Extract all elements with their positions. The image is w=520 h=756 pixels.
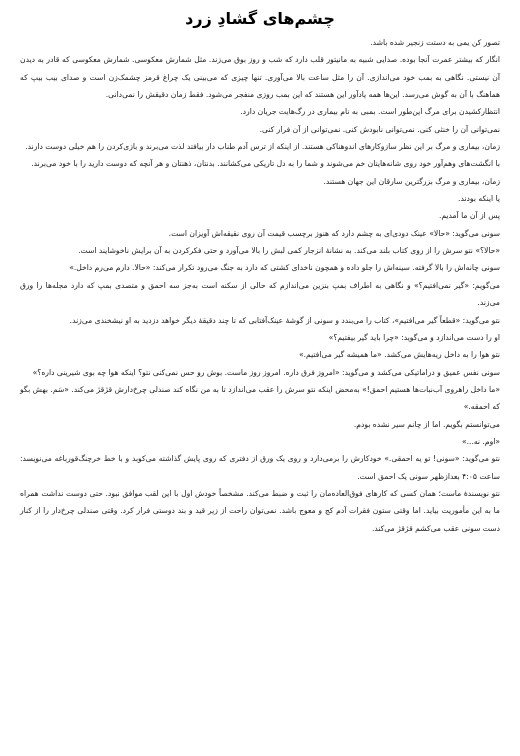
paragraph: نتو نویسندهٔ ماست؛ همان کسی که کارهای فوق‌العاده‌مان را ثبت و ضبط می‌کند. مشخصاً خودش اول با این لقب موافق نبود. حتی دوست نداشت همراه ما به این مأموریت بیاید. اما وقتی ستون فقرات آدم کج و معوج باشد. نمی‌توان راحت از زیر قید و بند دوستی فرار کرد. وقتی صندلی چرخ‌دار را از کنار دست سونی عقب می‌کشم قژقژ می‌کند. [20, 488, 500, 533]
paragraph: می‌گویم: «گیر نمی‌افتیم؟» و نگاهی به اطراف بمپ بنزین می‌اندازم که حالی از سکنه است به‌جز سه احمق و متصدی بمپ که دارد مجله‌ها را ورق می‌زند. [20, 280, 500, 308]
paragraph: نتو می‌گوید: «قطعاً گیر می‌افتیم»، کتاب را می‌بندد و سونی از گوشهٔ عینک‌آفتابی که تا چند دقیقهٔ دیگر خواهد دزدید به او نیشخندی می‌زند. [69, 315, 500, 325]
paragraph: زمان، بیماری و مرگ بر این نظر سازوکارهای اندوهناکی هستند. از اینکه از ترس آدم طناب دار بیافتد لذت می‌برند و بازی‌کردن را هم خیلی دوست دارند. [25, 142, 500, 152]
paragraph: یا اینکه بودند. [458, 194, 500, 204]
paragraph: سونی نفس عمیق و دراماتیکی می‌کشد و می‌گوید: «امروز فرق داره. امروز روز ماست. بوش رو حس نمی‌کنی نتو؟ اینکه هوا چه بوی شیرینی داره؟» [32, 367, 500, 377]
paragraph: انتظارکشیدن برای مرگ این‌طور است. بمبی به نام بیماری در رگ‌هایت جریان دارد. [240, 107, 500, 117]
paragraph: انگار که بیشتر عمرت آنجا بوده. صدایی شبیه به مانیتور قلب دارد که شب و روز بوق می‌زند. مثل شمارش معکوسی. شمارش معکوسی که قادر به دیدن آن نیستی. نگاهی به بمب خود می‌اندازی. آن را مثل ساعت بالا می‌آوری. تنها چیزی که می‌بینی یک چراغ قرمز چشمک‌زن است و صدای بیب بیپ که هماهنگ با آن به گوش می‌رسد. این‌ها همه یادآور این هستند که این بمب روزی منفجر می‌شود. فقط زمان دقیقش را نمی‌دانی. [20, 55, 500, 100]
paragraph: «اوم. نه...» [461, 436, 500, 446]
paragraph: می‌توانستم بگویم. اما از چانم سیر نشده بودم. [353, 419, 500, 429]
body-text [20, 34, 500, 537]
paragraph: نمی‌توانی آن را خنثی کنی. نمی‌توانی نابودش کنی. نمی‌توانی از آن فرار کنی. [259, 124, 500, 134]
paragraph: پس از آن ما آمدیم. [438, 211, 500, 221]
page-title: چشم‌های گشادِ زرد [185, 9, 335, 28]
paragraph: او را دست می‌اندازد و می‌گوید: «چرا باید گیر بیفتیم؟» [328, 332, 500, 342]
paragraph: نتو می‌گوید: «سونی! تو یه احمقی.» خودکارش را برمی‌دارد و روی یک ورق از دفتری که روی پایش گذاشته می‌کوبد و با خط خرچنگ‌قورباغه می‌نویسد: ساعت ۴:۰۵ بعدازظهر سونی یک احمق است. [20, 454, 500, 481]
paragraph: سونی چانه‌اش را بالا گرفته. سینه‌اش را جلو داده و همچون ناخدای کشتی که دارد به جنگ می‌رود تکرار می‌کند: «حالا. دارم می‌رم داخل.» [69, 263, 500, 273]
paragraph: با انگشت‌های وهم‌آور خود روی شانه‌هایتان خم می‌شوند و شما را به دل تاریکی می‌کشانند. بدنتان، ذهنتان و هر آنچه که دوست دارید را با خود می‌برند. [31, 159, 500, 169]
paragraph: نتو هوا را به داخل ریه‌هایش می‌کشد. «ما همیشه گیر می‌افتیم.» [298, 350, 500, 360]
paragraph: تصور کن یمی به دستت زنجیر شده باشد. [370, 38, 500, 47]
paragraph: «ما داخل راهروی آب‌نبات‌ها هستیم احمق!» به‌محض اینکه نتو سرش را عقب می‌اندازد تا به من نگاه کند صندلی چرخ‌دارش قژقژ می‌کند. «سَم. بهش بگو که احمقه.» [20, 384, 500, 412]
paragraph: سونی می‌گوید: «حالا» عینک دودی‌ای به چشم دارد که هنوز برچسب قیمت آن روی نقیقه‌اش آویزان است. [168, 228, 500, 238]
paragraph: «حالا؟» نتو سرش را از روی کتاب بلند می‌کند. به نشانهٔ انزجار کمی لبش را بالا می‌آورد و حتی فکرکردن به آن برایش ناخوشایند است. [78, 246, 500, 256]
paragraph: زمان، بیماری و مرگ بزرگترین سارقان این جهان هستند. [323, 176, 500, 186]
